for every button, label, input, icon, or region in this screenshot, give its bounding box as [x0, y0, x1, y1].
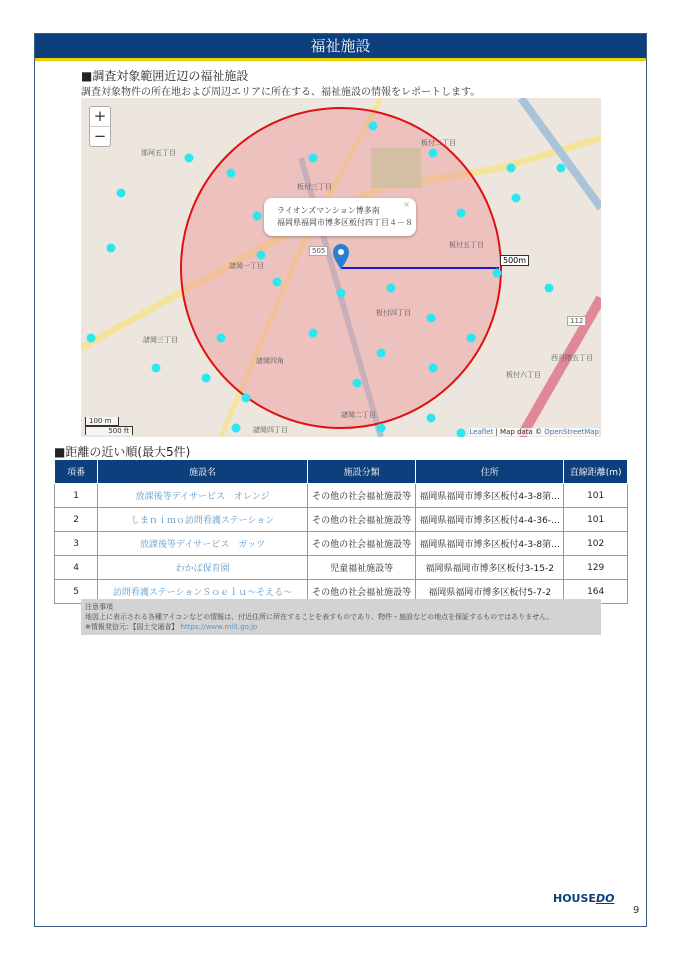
canal [521, 98, 601, 208]
table-row [55, 556, 628, 580]
table-header-row [55, 460, 628, 484]
facility-marker-icon[interactable] [185, 154, 194, 163]
popup-property-name: ライオンズマンション博多南 [277, 206, 380, 215]
map-label: 板付二丁目 [421, 139, 456, 147]
facility-name-link[interactable]: 放課後等デイサービス オレンジ [98, 484, 308, 508]
column-header: 施設名 [98, 460, 308, 484]
facility-marker-icon[interactable] [227, 169, 236, 178]
osm-link[interactable]: OpenStreetMap [544, 428, 599, 436]
zoom-control [89, 106, 111, 147]
map-scale [85, 417, 133, 435]
facility-marker-icon[interactable] [467, 334, 476, 343]
facility-marker-icon[interactable] [117, 189, 126, 198]
facility-marker-icon[interactable] [457, 429, 466, 438]
facility-marker-icon[interactable] [512, 194, 521, 203]
facility-marker-icon[interactable] [427, 314, 436, 323]
notice-source: ※情報発信元：【国土交通省】 [85, 623, 179, 631]
column-header: 直線距離(m) [564, 460, 628, 484]
map-label: 諸岡四角 [256, 357, 284, 365]
facility-marker-icon[interactable] [507, 164, 516, 173]
facility-category: その他の社会福祉施設等 [308, 532, 416, 556]
facility-marker-icon[interactable] [337, 289, 346, 298]
page-title: 福祉施設 [35, 34, 646, 61]
row-number: 4 [55, 556, 98, 580]
facility-name-link[interactable]: 放課後等デイサービス ガッツ [98, 532, 308, 556]
facility-marker-icon[interactable] [152, 364, 161, 373]
facility-name-link[interactable]: しまｎｉｍｏ訪問看護ステーション [98, 508, 308, 532]
row-number: 5 [55, 580, 98, 604]
scale-imperial: 500 ft [85, 426, 133, 435]
facility-marker-icon[interactable] [232, 424, 241, 433]
facility-marker-icon[interactable] [309, 329, 318, 338]
facility-address: 福岡県福岡市博多区板付4-3-8第… [416, 532, 564, 556]
facility-marker-icon[interactable] [427, 414, 436, 423]
map-label: 西月隈五丁目 [551, 354, 593, 362]
facility-marker-icon[interactable] [353, 379, 362, 388]
page-number: 9 [633, 905, 640, 916]
facility-marker-icon[interactable] [387, 284, 396, 293]
facility-name-link[interactable]: わかば保育園 [98, 556, 308, 580]
facility-marker-icon[interactable] [377, 424, 386, 433]
facility-category: その他の社会福祉施設等 [308, 580, 416, 604]
row-number: 2 [55, 508, 98, 532]
facility-distance: 102 [564, 532, 628, 556]
facility-address: 福岡県福岡市博多区板付4-4-36-… [416, 508, 564, 532]
facility-marker-icon[interactable] [107, 244, 116, 253]
row-number: 3 [55, 532, 98, 556]
scale-metric: 100 m [85, 417, 119, 426]
table-row [55, 484, 628, 508]
facility-marker-icon[interactable] [369, 122, 378, 131]
facility-marker-icon[interactable] [202, 374, 211, 383]
route-shield: 505 [309, 246, 328, 256]
facility-table [54, 459, 628, 604]
property-popup [264, 198, 416, 236]
map-attribution [469, 428, 599, 436]
facility-marker-icon[interactable] [429, 149, 438, 158]
facility-marker-icon[interactable] [545, 284, 554, 293]
facility-distance: 129 [564, 556, 628, 580]
map-label: 板付五丁目 [449, 241, 484, 249]
section-heading-map: ■調査対象範囲近辺の福祉施設 [81, 69, 249, 83]
facility-distance: 101 [564, 508, 628, 532]
facility-name-link[interactable]: 訪問看護ステーションＳｏｅｌｕ～そえる～ [98, 580, 308, 604]
notice-body: 地図上に表示される各種アイコンなどの情報は、付近住所に所在することを表すものであり、物件・施設などの地点を保証するものではありません。 [85, 613, 554, 621]
facility-address: 福岡県福岡市博多区板付3-15-2 [416, 556, 564, 580]
facility-marker-icon[interactable] [242, 394, 251, 403]
map-label: 板付四丁目 [376, 309, 411, 317]
map-label: 板付三丁目 [297, 183, 332, 191]
map-label: 諸岡一丁目 [229, 262, 264, 270]
table-row [55, 532, 628, 556]
facility-address: 福岡県福岡市博多区板付5-7-2 [416, 580, 564, 604]
facility-marker-icon[interactable] [429, 364, 438, 373]
section-heading-nearest: ■距離の近い順(最大5件) [54, 445, 191, 459]
facility-distance: 164 [564, 580, 628, 604]
notice-title: 注意事項 [85, 603, 113, 611]
facility-marker-icon[interactable] [273, 278, 282, 287]
map-label: 板付六丁目 [506, 371, 541, 379]
zoom-in-button[interactable]: + [93, 107, 107, 125]
attribution-text: | Map data © [493, 428, 545, 436]
zoom-out-button[interactable]: − [90, 126, 110, 146]
map-label: 諸岡四丁目 [253, 426, 288, 434]
route-shield: 112 [567, 316, 586, 326]
facility-address: 福岡県福岡市博多区板付4-3-8第… [416, 484, 564, 508]
row-number: 1 [55, 484, 98, 508]
map-label: 那珂五丁目 [141, 149, 176, 157]
radius-label: 500m [500, 255, 529, 266]
column-header: 住所 [416, 460, 564, 484]
mlit-link[interactable]: https://www.mlit.go.jp [180, 623, 258, 631]
popup-property-address: 福岡県福岡市博多区板付四丁目４－８ [277, 218, 413, 227]
facility-marker-icon[interactable] [87, 334, 96, 343]
facility-map[interactable] [81, 98, 601, 437]
housedo-logo: HOUSEDO [553, 892, 615, 905]
facility-marker-icon[interactable] [257, 251, 266, 260]
facility-marker-icon[interactable] [377, 349, 386, 358]
facility-marker-icon[interactable] [309, 154, 318, 163]
facility-marker-icon[interactable] [493, 269, 502, 278]
facility-marker-icon[interactable] [557, 164, 566, 173]
leaflet-link[interactable]: Leaflet [469, 428, 494, 436]
section-description: 調査対象物件の所在地および周辺エリアに所在する、福祉施設の情報をレポートします。 [81, 87, 481, 98]
table-row [55, 508, 628, 532]
railway [521, 298, 601, 437]
popup-close-button[interactable]: × [403, 200, 410, 209]
column-header: 項番 [55, 460, 98, 484]
facility-category: その他の社会福祉施設等 [308, 508, 416, 532]
facility-marker-icon[interactable] [253, 212, 262, 221]
notice-box [81, 599, 601, 635]
map-label: 諸岡三丁目 [143, 336, 178, 344]
page-frame [34, 33, 647, 927]
facility-marker-icon[interactable] [217, 334, 226, 343]
facility-distance: 101 [564, 484, 628, 508]
facility-category: 児童福祉施設等 [308, 556, 416, 580]
facility-marker-icon[interactable] [457, 209, 466, 218]
column-header: 施設分類 [308, 460, 416, 484]
map-label: 諸岡二丁目 [341, 411, 376, 419]
facility-category: その他の社会福祉施設等 [308, 484, 416, 508]
